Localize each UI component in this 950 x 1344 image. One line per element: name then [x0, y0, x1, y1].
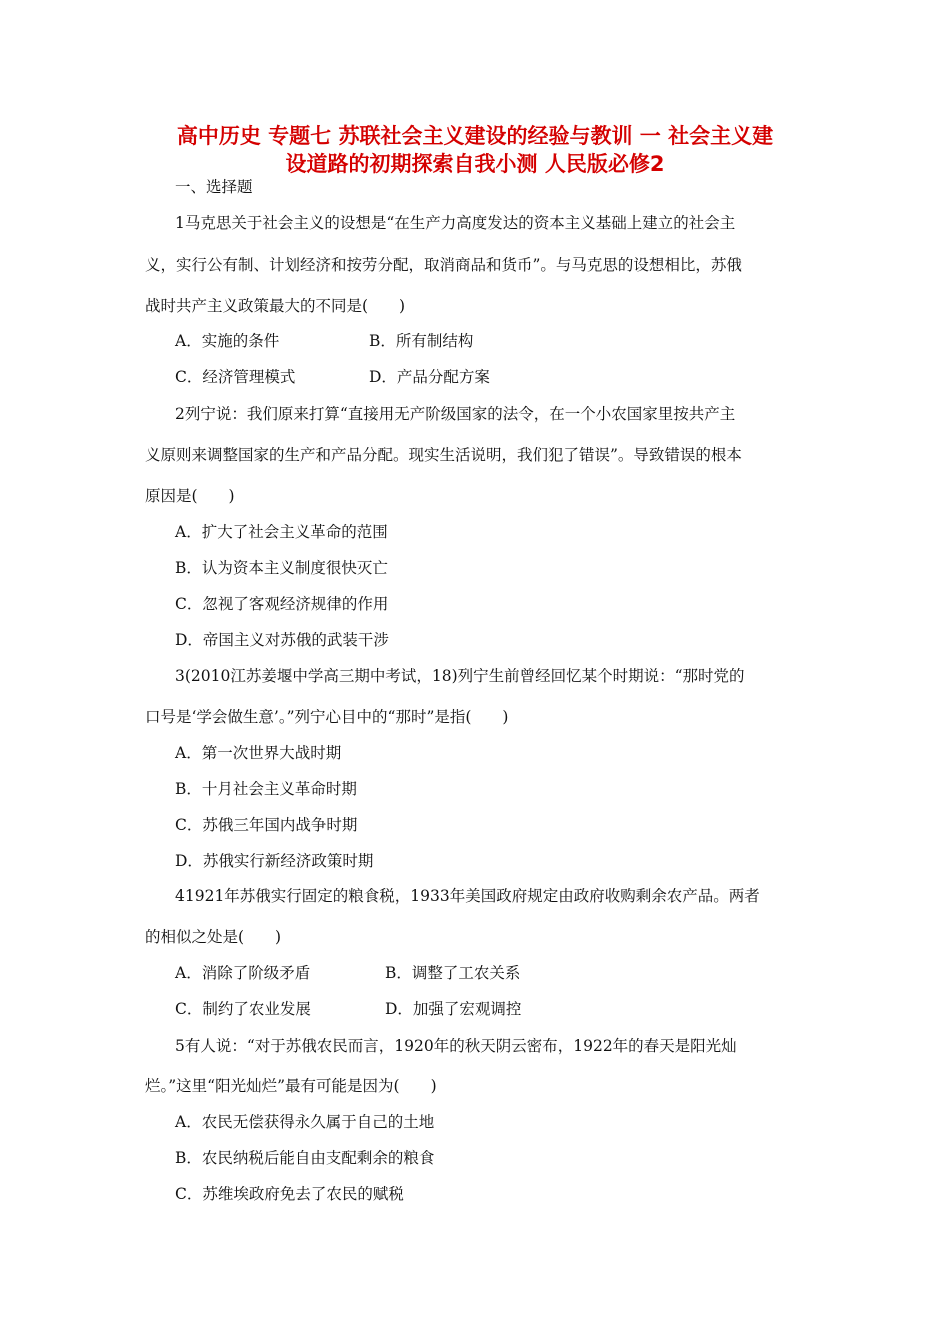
question-1-option-b: B．所有制结构	[369, 332, 474, 350]
question-5-option-a: A．农民无偿获得永久属于自己的土地	[175, 1113, 435, 1131]
question-4-text-line-2: 的相似之处是( )	[145, 928, 282, 946]
question-5-text-line-2: 烂。”这里“阳光灿烂”最有可能是因为( )	[145, 1077, 437, 1095]
question-2-text-line-3: 原因是( )	[145, 487, 235, 505]
question-3-option-a: A．第一次世界大战时期	[175, 744, 342, 762]
question-1-option-d: D．产品分配方案	[369, 368, 490, 386]
question-1-option-c: C．经济管理模式	[175, 368, 296, 386]
question-3-text-line-2: 口号是‘学会做生意’。”列宁心目中的“那时”是指( )	[145, 708, 509, 726]
question-1-option-a: A．实施的条件	[175, 332, 280, 350]
question-4-option-a: A．消除了阶级矛盾	[175, 964, 311, 982]
question-4-option-c: C．制约了农业发展	[175, 1000, 311, 1018]
question-3-option-b: B．十月社会主义革命时期	[175, 780, 357, 798]
question-1-text-line-2: 义，实行公有制、计划经济和按劳分配，取消商品和货币”。与马克思的设想相比，苏俄	[145, 256, 742, 274]
section-heading: 一、选择题	[175, 178, 253, 196]
question-3-option-d: D．苏俄实行新经济政策时期	[175, 852, 374, 870]
question-5-option-b: B．农民纳税后能自由支配剩余的粮食	[175, 1149, 435, 1167]
question-5-text-line-1: 5有人说：“对于苏俄农民而言，1920年的秋天阴云密布，1922年的春天是阳光灿	[175, 1037, 737, 1055]
document-title	[130, 122, 820, 178]
question-2-option-b: B．认为资本主义制度很快灭亡	[175, 559, 388, 577]
title-line-1: 高中历史 专题七 苏联社会主义建设的经验与教训 一 社会主义建	[176, 124, 774, 148]
question-4-option-b: B．调整了工农关系	[385, 964, 521, 982]
question-5-option-c: C．苏维埃政府免去了农民的赋税	[175, 1185, 404, 1203]
title-line-2: 设道路的初期探索自我小测 人民版必修2	[285, 152, 665, 176]
question-3-option-c: C．苏俄三年国内战争时期	[175, 816, 358, 834]
question-2-text-line-2: 义原则来调整国家的生产和产品分配。现实生活说明，我们犯了错误”。导致错误的根本	[145, 446, 742, 464]
question-2-option-c: C．忽视了客观经济规律的作用	[175, 595, 389, 613]
question-1-text-line-1: 1马克思关于社会主义的设想是“在生产力高度发达的资本主义基础上建立的社会主	[175, 214, 736, 232]
question-2-text-line-1: 2列宁说：我们原来打算“直接用无产阶级国家的法令，在一个小农国家里按共产主	[175, 405, 736, 423]
question-2-option-a: A．扩大了社会主义革命的范围	[175, 523, 388, 541]
question-4-text-line-1: 41921年苏俄实行固定的粮食税，1933年美国政府规定由政府收购剩余农产品。两者	[175, 887, 760, 905]
question-4-option-d: D．加强了宏观调控	[385, 1000, 522, 1018]
question-3-text-line-1: 3(2010江苏姜堰中学高三期中考试，18)列宁生前曾经回忆某个时期说：“那时党的	[175, 667, 745, 685]
question-1-text-line-3: 战时共产主义政策最大的不同是( )	[145, 297, 406, 315]
question-2-option-d: D．帝国主义对苏俄的武装干涉	[175, 631, 389, 649]
